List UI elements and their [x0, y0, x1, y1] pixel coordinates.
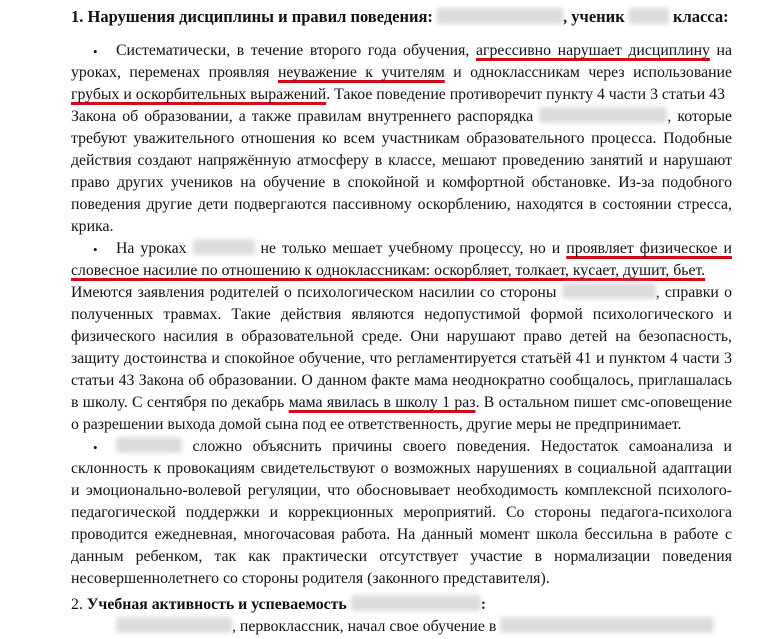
paragraph-line	[71, 260, 705, 282]
paragraph-line: физического насилия в образовательной среде. Они нарушают право детей на безопасность,	[71, 328, 732, 345]
highlighted-text: грубых и оскорбительных выражений	[71, 86, 327, 103]
redacted-name	[562, 283, 656, 299]
text: не только мешает учебному процессу, но и	[260, 240, 561, 257]
bullet-icon: •	[93, 440, 98, 455]
paragraph-line	[116, 616, 714, 638]
text: , справки о	[655, 284, 732, 301]
paragraph-line: проводится ежедневная, многочасовая работа. На данный момент школа бессильна в работе с	[71, 526, 732, 543]
paragraph-line: защиту достоинства и спокойное обучение, что регламентируется статьёй 41 и пунктом 4 части 3	[71, 350, 732, 367]
heading-text: Учебная активность и успеваемость	[86, 596, 347, 613]
text: 2.	[71, 596, 83, 613]
text: уроках, переменах проявляя	[71, 64, 270, 81]
highlighted-text: агрессивно нарушает дисциплину	[475, 42, 710, 59]
paragraph-line	[116, 238, 732, 260]
text: сложно объяснить причины своего поведения. Недостаток самоанализа и	[192, 438, 732, 455]
paragraph-line	[116, 40, 732, 62]
redacted-name	[193, 239, 255, 255]
paragraph-line: полученных травмах. Такие действия являются недопустимой формой психологического и	[71, 306, 732, 323]
text: . Такое поведение противоречит пункту 4 части 3 статьи 43	[326, 86, 725, 103]
redacted-class	[629, 8, 669, 24]
text: . В остальном пишет смс-оповещение	[475, 394, 732, 411]
paragraph-line: действия создают напряжённую атмосферу в классе, мешают проведению занятий и нарушают	[71, 152, 732, 169]
highlighted-text: мама явилась в школу 1 раз	[288, 394, 476, 411]
section1-heading	[71, 6, 729, 28]
text: Систематически, в течение второго года обучения,	[116, 42, 470, 59]
text: , которые	[667, 108, 733, 125]
paragraph-line: статьи 43 Закона об образовании. О данном факте мама неоднократно сообщалось, приглашалась	[71, 372, 732, 389]
paragraph-line	[71, 62, 732, 84]
paragraph-line	[71, 282, 732, 304]
redacted-name	[116, 437, 182, 453]
redacted-school	[500, 617, 714, 633]
paragraph-line: о разрешении выхода домой сына под ее ответственность, другие меры не предпринимает.	[71, 416, 682, 433]
highlighted-text: неуважение к учителям	[277, 64, 445, 81]
paragraph-line: данным ребенком, так как практически отсутствует участие в нормализации поведения	[71, 548, 732, 565]
heading-text: 1. Нарушения дисциплины и правил поведения:	[71, 7, 433, 26]
text: :	[480, 596, 487, 613]
paragraph-line: педагогической поддержки и коррекционных мероприятий. Со стороны педагога-психолога	[71, 504, 732, 521]
paragraph-line	[71, 106, 732, 128]
text: , первоклассник, начал свое обучение в	[232, 618, 497, 635]
redacted-school	[539, 107, 667, 123]
paragraph-line: право других учеников на обучение в спокойной и комфортной обстановке. Из-за подобного	[71, 174, 732, 191]
redacted-name	[351, 595, 481, 611]
bullet-icon: •	[93, 44, 98, 59]
text: На уроках	[116, 240, 187, 257]
paragraph-line	[71, 84, 725, 106]
highlighted-text: словесное насилие по отношению к одноклассникам: оскорбляет, толкает, кусает, душит, бьет.	[71, 262, 706, 279]
highlighted-text: проявляет физическое и	[566, 240, 732, 257]
text: на	[716, 42, 732, 59]
text: Имеются заявления родителей о психологическом насилии со стороны	[71, 284, 557, 301]
text: Закона об образовании, а также правилам внутреннего распорядка	[71, 108, 534, 125]
heading-text: класса:	[672, 7, 729, 26]
paragraph-line: требуют уважительного отношения ко всем участникам образовательного процесса. Подобные	[71, 130, 732, 147]
paragraph-line: и эмоционально-волевой регуляции, что обосновывает необходимость комплексной психолого-	[71, 482, 732, 499]
section2-heading	[71, 594, 486, 616]
text: в школу. С сентября по декабрь	[71, 394, 285, 411]
paragraph-line	[116, 436, 732, 458]
paragraph-line: склонность к провокациям свидетельствуют о возможных нарушениях в социальной адаптации	[71, 460, 732, 477]
text: и одноклассникам через использование	[453, 64, 732, 81]
paragraph-line: крика.	[71, 218, 114, 235]
paragraph-line: несовершеннолетнего со стороны родителя (законного представителя).	[71, 570, 550, 587]
redacted-name	[437, 8, 563, 24]
bullet-icon: •	[93, 242, 98, 257]
heading-text: , ученик	[563, 7, 625, 26]
paragraph-line: поведения другие дети подвергаются пассивному оскорблению, находятся в состоянии стресса,	[71, 196, 732, 213]
redacted-name	[116, 617, 232, 633]
paragraph-line	[71, 392, 732, 414]
